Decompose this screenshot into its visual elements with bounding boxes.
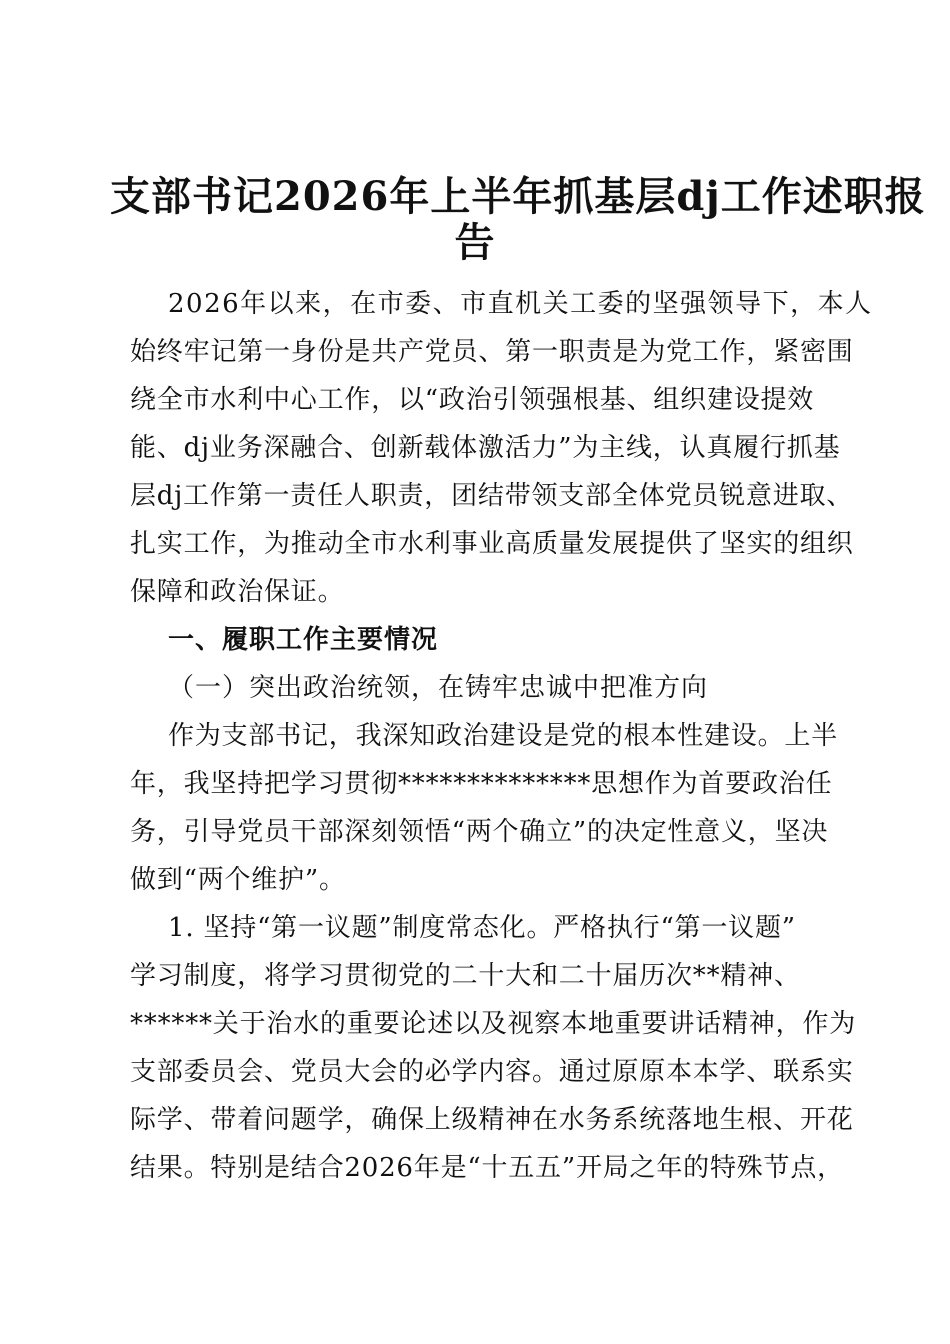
subsection-heading-1: （一）突出政治统领，在铸牢忠诚中把准方向 xyxy=(168,673,709,703)
paragraph-1-line-7: 保障和政治保证。 xyxy=(130,577,345,607)
paragraph-1-line-4: 能、dj业务深融合、创新载体激活力”为主线，认真履行抓基 xyxy=(130,433,841,463)
paragraph-2-line-2: 年，我坚持把学习贯彻**************思想作为首要政治任 xyxy=(130,769,833,799)
paragraph-2-line-1: 作为支部书记，我深知政治建设是党的根本性建设。上半 xyxy=(168,721,839,751)
document-title-line-2: 告 xyxy=(454,219,496,266)
paragraph-3-line-1: 1. 坚持“第一议题”制度常态化。严格执行“第一议题” xyxy=(168,913,796,943)
paragraph-3-line-2: 学习制度，将学习贯彻党的二十大和二十届历次**精神、 xyxy=(130,961,801,991)
paragraph-2-line-3: 务，引导党员干部深刻领悟“两个确立”的决定性意义，坚决 xyxy=(130,817,829,847)
paragraph-2-line-4: 做到“两个维护”。 xyxy=(130,865,346,895)
paragraph-1-line-5: 层dj工作第一责任人职责，团结带领支部全体党员锐意进取、 xyxy=(130,481,854,511)
document-title-line-1: 支部书记2026年上半年抓基层dj工作述职报 xyxy=(110,173,926,220)
paragraph-3-line-5: 际学、带着问题学，确保上级精神在水务系统落地生根、开花 xyxy=(130,1105,854,1135)
paragraph-3-line-3: ******关于治水的重要论述以及视察本地重要讲话精神，作为 xyxy=(130,1009,857,1039)
paragraph-3-line-6: 结果。特别是结合2026年是“十五五”开局之年的特殊节点， xyxy=(130,1153,844,1183)
paragraph-1-line-6: 扎实工作，为推动全市水利事业高质量发展提供了坚实的组织 xyxy=(130,529,854,559)
section-heading-1: 一、履职工作主要情况 xyxy=(168,625,439,655)
paragraph-1-line-2: 始终牢记第一身份是共产党员、第一职责是为党工作，紧密围 xyxy=(130,337,854,367)
paragraph-1-line-1: 2026年以来，在市委、市直机关工委的坚强领导下，本人 xyxy=(168,289,873,319)
paragraph-1-line-3: 绕全市水利中心工作，以“政治引领强根基、组织建设提效 xyxy=(130,385,815,415)
paragraph-3-line-4: 支部委员会、党员大会的必学内容。通过原原本本学、联系实 xyxy=(130,1057,854,1087)
